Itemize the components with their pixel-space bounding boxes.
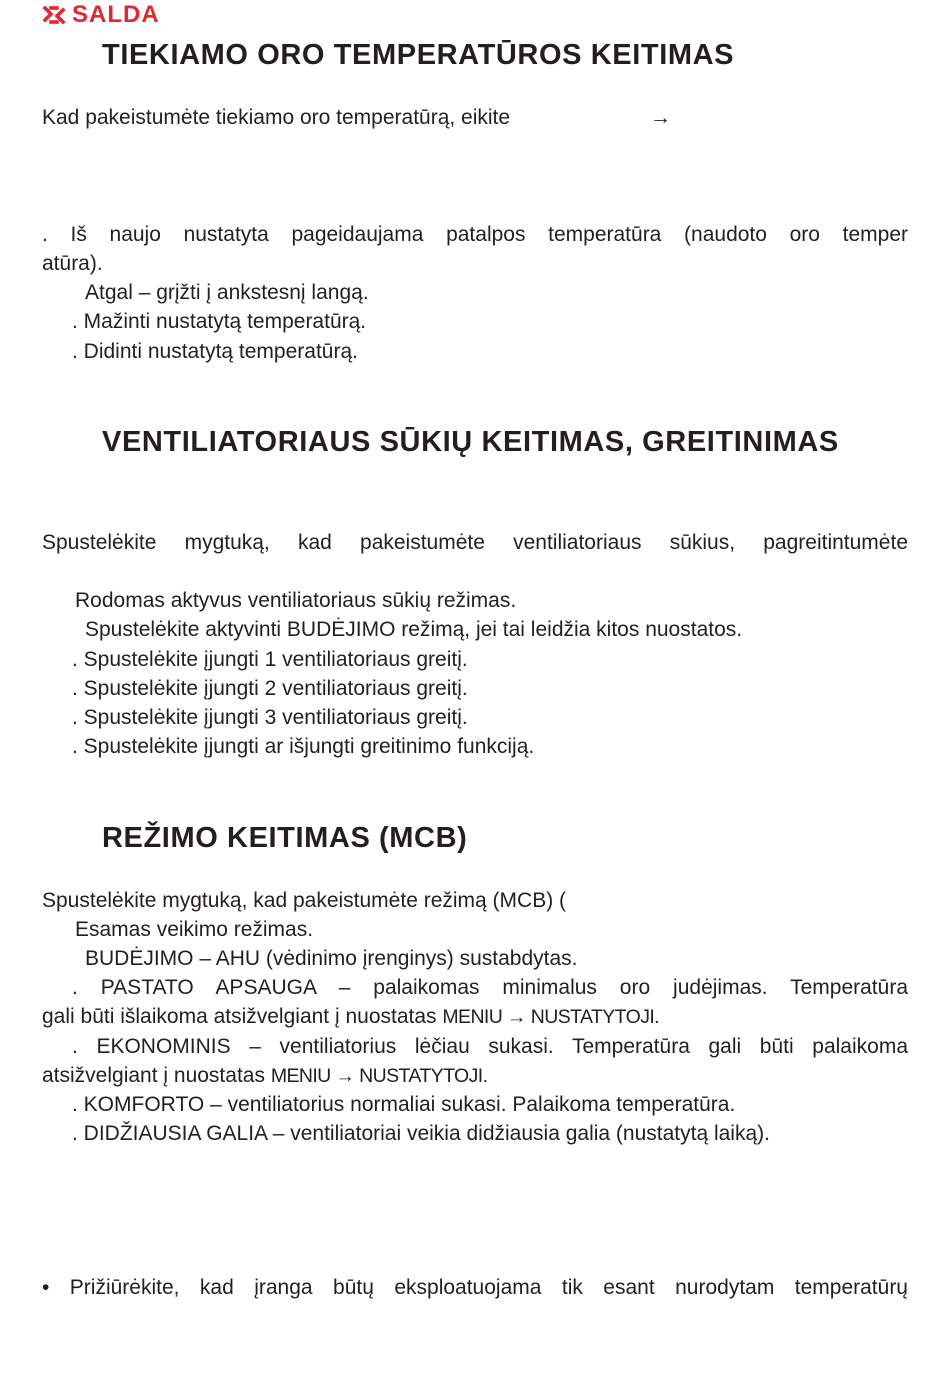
fan-item-boost: . Spustelėkite įjungti ar išjungti greitinimo funkciją. [72, 735, 535, 758]
salda-logo [42, 2, 160, 28]
item-back: Atgal – grįžti į ankstesnį langą. [85, 281, 369, 304]
item-decrease-temperature: . Mažinti nustatytą temperatūrą. [72, 310, 367, 333]
mode-comfort: . KOMFORTO – ventiliatorius normaliai sukasi. Palaikoma temperatūra. [72, 1093, 736, 1116]
fan-item-speed-3: . Spustelėkite įjungti 3 ventiliatoriaus greitį. [72, 706, 468, 729]
mode-building-protection-line2 [42, 1002, 659, 1032]
section-title-supply-temperature: TIEKIAMO ORO TEMPERATŪROS KEITIMAS [102, 39, 735, 71]
mode-building-protection-line1: . PASTATO APSAUGA – palaikomas minimalus oro judėjimas. Temperatūra [72, 976, 908, 999]
menu-path-setpoint: MENIU → NUSTATYTOJI. [442, 1006, 659, 1028]
supply-temp-reset-line2: atūra). [42, 252, 103, 275]
mode-economy-line1: . EKONOMINIS – ventiliatorius lėčiau sukasi. Temperatūra gali būti palaikoma [72, 1035, 908, 1058]
mode-standby: BUDĖJIMO – AHU (vėdinimo įrenginys) sustabdytas. [85, 947, 578, 970]
supply-temp-intro: Kad pakeistumėte tiekiamo oro temperatūrą, eikite [42, 106, 511, 129]
mode-economy-text: atsižvelgiant į nuostatas [42, 1064, 265, 1087]
section-title-mode-change: REŽIMO KEITIMAS (MCB) [102, 822, 468, 854]
brand-name: SALDA [72, 1, 160, 28]
section-title-fan-speed: VENTILIATORIAUS SŪKIŲ KEITIMAS, GREITINIMAS [102, 426, 839, 458]
mode-intro: Spustelėkite mygtuką, kad pakeistumėte režimą (MCB) ( [42, 889, 567, 912]
arrow-right-icon: → [650, 106, 671, 129]
mode-economy-line2 [42, 1061, 487, 1091]
menu-path-setpoint: MENIU → NUSTATYTOJI. [270, 1065, 488, 1087]
mode-building-protection-text: gali būti išlaikoma atsižvelgiant į nuostatas [42, 1005, 437, 1028]
operating-temperature-note: • Prižiūrėkite, kad įranga būtų eksploatuojama tik esant nurodytam temperatūrų [42, 1276, 908, 1299]
item-increase-temperature: . Didinti nustatytą temperatūrą. [72, 340, 358, 363]
fan-item-speed-1: . Spustelėkite įjungti 1 ventiliatoriaus greitį. [72, 648, 468, 671]
fan-item-speed-2: . Spustelėkite įjungti 2 ventiliatoriaus greitį. [72, 677, 468, 700]
supply-temp-reset-line1: . Iš naujo nustatyta pageidaujama patalpos temperatūra (naudoto oro temper [42, 223, 908, 246]
fan-speed-intro: Spustelėkite mygtuką, kad pakeistumėte ventiliatoriaus sūkius, pagreitintumėte [42, 531, 908, 554]
salda-logo-icon [42, 4, 66, 26]
mode-maximum: . DIDŽIAUSIA GALIA – ventiliatoriai veikia didžiausia galia (nustatytą laiką). [72, 1122, 770, 1145]
fan-item-standby: Spustelėkite aktyvinti BUDĖJIMO režimą, jei tai leidžia kitos nuostatos. [85, 618, 743, 641]
mode-current: Esamas veikimo režimas. [75, 918, 314, 941]
fan-item-active-mode: Rodomas aktyvus ventiliatoriaus sūkių režimas. [75, 589, 517, 612]
